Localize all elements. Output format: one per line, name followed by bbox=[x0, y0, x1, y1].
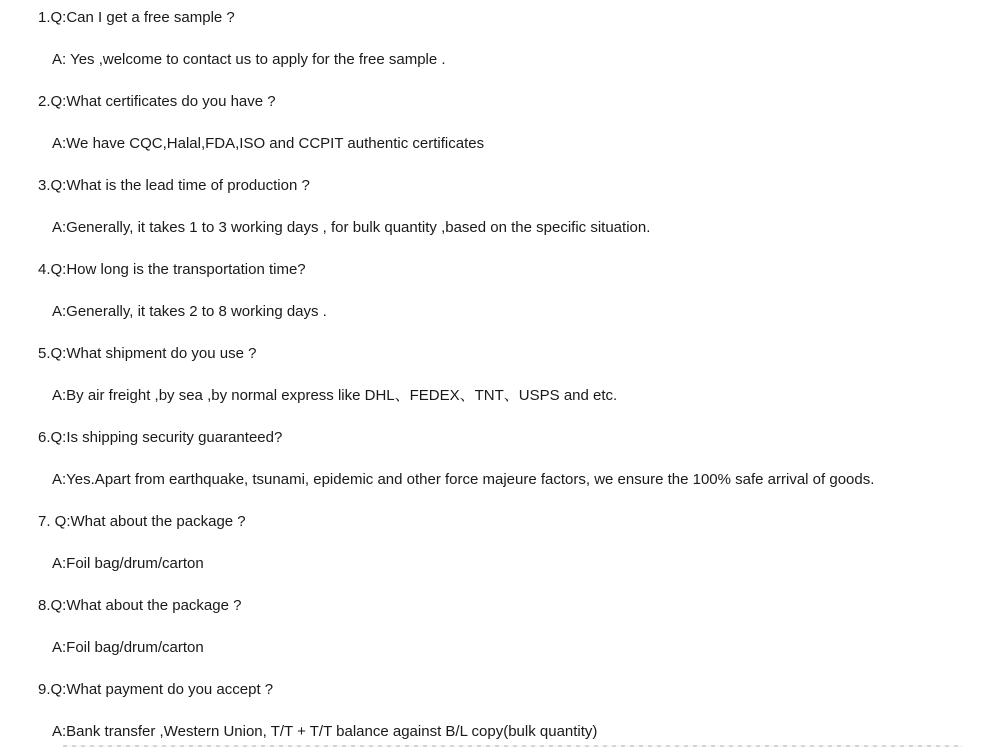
faq-answer-line: A:Foil bag/drum/carton bbox=[52, 555, 204, 572]
faq-question-line: 6.Q:Is shipping security guaranteed? bbox=[38, 429, 283, 446]
faq-answer-line: A:Foil bag/drum/carton bbox=[52, 639, 204, 656]
faq-answer-line: A:Yes.Apart from earthquake, tsunami, epidemic and other force majeure factors, we ensure the 100% safe arrival of goods. bbox=[52, 471, 875, 488]
faq-answer-line: A: Yes ,welcome to contact us to apply for the free sample . bbox=[52, 51, 446, 68]
cutoff-next-line-remnant bbox=[63, 745, 963, 747]
faq-question-line: 8.Q:What about the package ? bbox=[38, 597, 242, 614]
faq-question-line: 9.Q:What payment do you accept ? bbox=[38, 681, 274, 698]
faq-answer-line: A:Generally, it takes 1 to 3 working days , for bulk quantity ,based on the specific situation. bbox=[52, 219, 651, 236]
faq-question-line: 7. Q:What about the package ? bbox=[38, 513, 246, 530]
faq-answer-line: A:Bank transfer ,Western Union, T/T + T/T balance against B/L copy(bulk quantity) bbox=[52, 723, 598, 740]
faq-question-line: 4.Q:How long is the transportation time? bbox=[38, 261, 306, 278]
faq-question-line: 1.Q:Can I get a free sample ? bbox=[38, 9, 235, 26]
faq-answer-line: A:Generally, it takes 2 to 8 working days . bbox=[52, 303, 327, 320]
faq-answer-line: A:By air freight ,by sea ,by normal express like DHL、FEDEX、TNT、USPS and etc. bbox=[52, 387, 618, 404]
faq-question-line: 5.Q:What shipment do you use ? bbox=[38, 345, 257, 362]
faq-question-line: 2.Q:What certificates do you have ? bbox=[38, 93, 276, 110]
faq-answer-line: A:We have CQC,Halal,FDA,ISO and CCPIT authentic certificates bbox=[52, 135, 485, 152]
faq-question-line: 3.Q:What is the lead time of production ? bbox=[38, 177, 310, 194]
